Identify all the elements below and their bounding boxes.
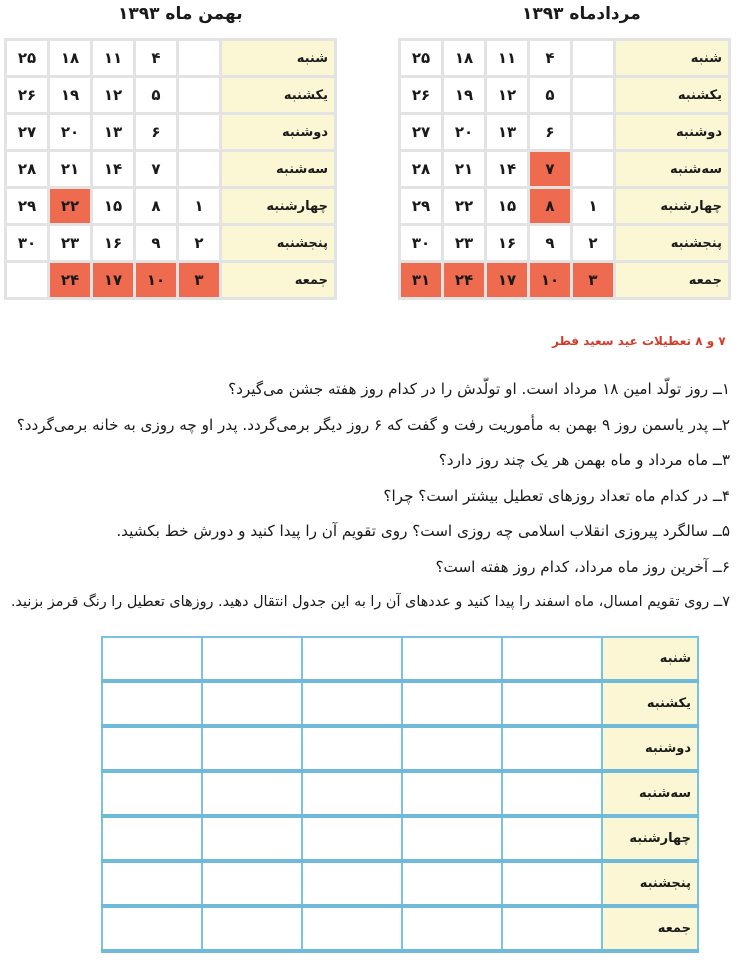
date-cell: ۳۰: [6, 225, 49, 262]
blank-cell[interactable]: [502, 771, 602, 816]
blank-cell[interactable]: [202, 637, 302, 681]
calendar-row: [400, 225, 730, 262]
date-cell: ۲۵: [400, 40, 443, 77]
date-cell: ۲۹: [6, 188, 49, 225]
question-item: ۴ــ در کدام ماه تعداد روزهای تعطیل بیشتر است؟ چرا؟: [383, 486, 730, 505]
date-cell: ۷: [135, 151, 178, 188]
date-cell: ۲۰: [49, 114, 92, 151]
holiday-date-cell: ۲۲: [49, 188, 92, 225]
date-cell: ۲۵: [6, 40, 49, 77]
calendar-row: [6, 262, 336, 299]
blank-cell[interactable]: [102, 906, 202, 951]
holiday-note: ۷ و ۸ تعطیلات عید سعید فطر: [552, 334, 726, 348]
question-item: ۶ــ آخرین روز ماه مرداد، کدام روز هفته است؟: [435, 557, 730, 576]
question-item: ۱ــ روز تولّد امین ۱۸ مرداد است. او تولّدش را در کدام روز هفته جشن می‌گیرد؟: [228, 380, 730, 398]
date-cell: ۱۶: [486, 225, 529, 262]
grid-row: [102, 861, 698, 906]
holiday-date-cell: ۷: [529, 151, 572, 188]
date-cell: ۴: [135, 40, 178, 77]
date-cell: [178, 40, 221, 77]
day-label: چهارشنبه: [221, 188, 336, 225]
grid-day-label: یکشنبه: [602, 681, 698, 726]
date-cell: ۲۶: [400, 77, 443, 114]
grid-day-label: سه‌شنبه: [602, 771, 698, 816]
question-item: ۵ــ سالگرد پیروزی انقلاب اسلامی چه روزی است؟ روی تقویم آن را پیدا کنید و دورش خط بکشید.: [116, 522, 730, 540]
day-label: پنجشنبه: [615, 225, 730, 262]
blank-cell[interactable]: [302, 906, 402, 951]
calendar-row: [6, 151, 336, 188]
day-label: شنبه: [221, 40, 336, 77]
holiday-date-cell: ۲۴: [49, 262, 92, 299]
date-cell: ۸: [135, 188, 178, 225]
holiday-date-cell: ۲۴: [443, 262, 486, 299]
calendar-row: [400, 188, 730, 225]
blank-cell[interactable]: [102, 861, 202, 906]
grid-row: [102, 637, 698, 681]
date-cell: ۱۴: [486, 151, 529, 188]
day-label: جمعه: [615, 262, 730, 299]
date-cell: ۱۹: [49, 77, 92, 114]
day-label: سه‌شنبه: [615, 151, 730, 188]
blank-cell[interactable]: [202, 906, 302, 951]
calendar-row: [6, 114, 336, 151]
date-cell: [178, 151, 221, 188]
holiday-date-cell: ۳: [572, 262, 615, 299]
date-cell: [572, 151, 615, 188]
holiday-date-cell: ۸: [529, 188, 572, 225]
day-label: جمعه: [221, 262, 336, 299]
blank-cell[interactable]: [202, 861, 302, 906]
holiday-date-cell: ۱۷: [486, 262, 529, 299]
date-cell: ۳۰: [400, 225, 443, 262]
date-cell: ۱: [572, 188, 615, 225]
holiday-date-cell: ۱۰: [135, 262, 178, 299]
day-label: یکشنبه: [221, 77, 336, 114]
date-cell: ۱۱: [92, 40, 135, 77]
mordad-calendar: [398, 38, 731, 300]
date-cell: ۱۲: [486, 77, 529, 114]
bahman-calendar-title: بهمن ماه ۱۳۹۳: [118, 4, 243, 24]
date-cell: ۱۸: [49, 40, 92, 77]
date-cell: [572, 114, 615, 151]
date-cell: ۶: [529, 114, 572, 151]
day-label: چهارشنبه: [615, 188, 730, 225]
date-cell: ۱۵: [92, 188, 135, 225]
blank-cell[interactable]: [302, 637, 402, 681]
day-label: شنبه: [615, 40, 730, 77]
blank-cell[interactable]: [102, 816, 202, 861]
grid-row: [102, 726, 698, 771]
question-item: ۳ــ ماه مرداد و ماه بهمن هر یک چند روز دارد؟: [438, 451, 730, 469]
calendar-row: [6, 188, 336, 225]
blank-cell[interactable]: [302, 861, 402, 906]
date-cell: ۵: [135, 77, 178, 114]
blank-cell[interactable]: [302, 726, 402, 771]
date-cell: [572, 77, 615, 114]
date-cell: ۲۱: [443, 151, 486, 188]
calendar-row: [6, 40, 336, 77]
day-label: پنجشنبه: [221, 225, 336, 262]
grid-row: [102, 681, 698, 726]
date-cell: [572, 40, 615, 77]
date-cell: ۱۸: [443, 40, 486, 77]
date-cell: [178, 114, 221, 151]
date-cell: ۱۴: [92, 151, 135, 188]
calendar-row: [400, 40, 730, 77]
blank-esfand-grid: [101, 636, 699, 953]
blank-cell[interactable]: [502, 637, 602, 681]
grid-day-label: پنجشنبه: [602, 861, 698, 906]
date-cell: ۲۳: [49, 225, 92, 262]
date-cell: ۲۰: [443, 114, 486, 151]
date-cell: ۲۶: [6, 77, 49, 114]
date-cell: ۵: [529, 77, 572, 114]
holiday-date-cell: ۳: [178, 262, 221, 299]
holiday-date-cell: ۱۰: [529, 262, 572, 299]
date-cell: ۱۹: [443, 77, 486, 114]
date-cell: ۲۷: [400, 114, 443, 151]
grid-day-label: چهارشنبه: [602, 816, 698, 861]
grid-day-label: دوشنبه: [602, 726, 698, 771]
calendar-row: [6, 77, 336, 114]
blank-cell[interactable]: [402, 681, 502, 726]
calendar-row: [400, 114, 730, 151]
date-cell: ۲۳: [443, 225, 486, 262]
blank-cell[interactable]: [202, 771, 302, 816]
date-cell: ۲۸: [6, 151, 49, 188]
grid-day-label: جمعه: [602, 906, 698, 951]
date-cell: [178, 77, 221, 114]
day-label: سه‌شنبه: [221, 151, 336, 188]
date-cell: ۶: [135, 114, 178, 151]
calendar-row: [400, 262, 730, 299]
blank-cell[interactable]: [102, 771, 202, 816]
date-cell: ۲: [178, 225, 221, 262]
day-label: یکشنبه: [615, 77, 730, 114]
mordad-calendar-title: مردادماه ۱۳۹۳: [522, 4, 641, 24]
blank-cell[interactable]: [402, 906, 502, 951]
holiday-date-cell: ۳۱: [400, 262, 443, 299]
blank-cell[interactable]: [402, 771, 502, 816]
date-cell: ۱۳: [486, 114, 529, 151]
calendar-row: [400, 151, 730, 188]
bahman-calendar: [4, 38, 337, 300]
day-label: دوشنبه: [221, 114, 336, 151]
blank-cell[interactable]: [102, 681, 202, 726]
blank-cell[interactable]: [102, 637, 202, 681]
date-cell: ۲: [572, 225, 615, 262]
day-label: دوشنبه: [615, 114, 730, 151]
date-cell: ۲۷: [6, 114, 49, 151]
date-cell: ۱۶: [92, 225, 135, 262]
grid-row: [102, 816, 698, 861]
blank-cell[interactable]: [502, 906, 602, 951]
blank-cell[interactable]: [402, 861, 502, 906]
blank-cell[interactable]: [402, 726, 502, 771]
blank-cell[interactable]: [402, 637, 502, 681]
date-cell: ۱۵: [486, 188, 529, 225]
date-cell: ۲۹: [400, 188, 443, 225]
date-cell: ۲۲: [443, 188, 486, 225]
date-cell: ۱: [178, 188, 221, 225]
blank-cell[interactable]: [102, 726, 202, 771]
holiday-date-cell: ۱۷: [92, 262, 135, 299]
question-list: [0, 372, 730, 621]
grid-row: [102, 906, 698, 951]
date-cell: ۱۱: [486, 40, 529, 77]
date-cell: ۲۱: [49, 151, 92, 188]
blank-cell[interactable]: [302, 681, 402, 726]
calendar-row: [400, 77, 730, 114]
blank-cell[interactable]: [302, 771, 402, 816]
blank-cell[interactable]: [202, 681, 302, 726]
blank-cell[interactable]: [302, 816, 402, 861]
date-cell: ۴: [529, 40, 572, 77]
grid-day-label: شنبه: [602, 637, 698, 681]
blank-cell[interactable]: [502, 681, 602, 726]
date-cell: ۱۳: [92, 114, 135, 151]
date-cell: ۲۸: [400, 151, 443, 188]
blank-cell[interactable]: [202, 726, 302, 771]
blank-cell[interactable]: [202, 816, 302, 861]
date-cell: ۱۲: [92, 77, 135, 114]
blank-cell[interactable]: [502, 816, 602, 861]
question-item: ۲ــ پدر یاسمن روز ۹ بهمن به مأموریت رفت و گفت که ۶ روز دیگر برمی‌گردد. پدر او چه روزی به خانه برمی‌گردد؟: [16, 415, 730, 434]
blank-cell[interactable]: [402, 816, 502, 861]
grid-row: [102, 771, 698, 816]
question-item: ۷ــ روی تقویم امسال، ماه اسفند را پیدا کنید و عددهای آن را به این جدول انتقال دهید. روزهای تعطیل را رنگ قرمز بزنید.: [10, 594, 730, 610]
blank-cell[interactable]: [502, 861, 602, 906]
calendar-row: [6, 225, 336, 262]
date-cell: ۹: [135, 225, 178, 262]
date-cell: [6, 262, 49, 299]
blank-cell[interactable]: [502, 726, 602, 771]
date-cell: ۹: [529, 225, 572, 262]
